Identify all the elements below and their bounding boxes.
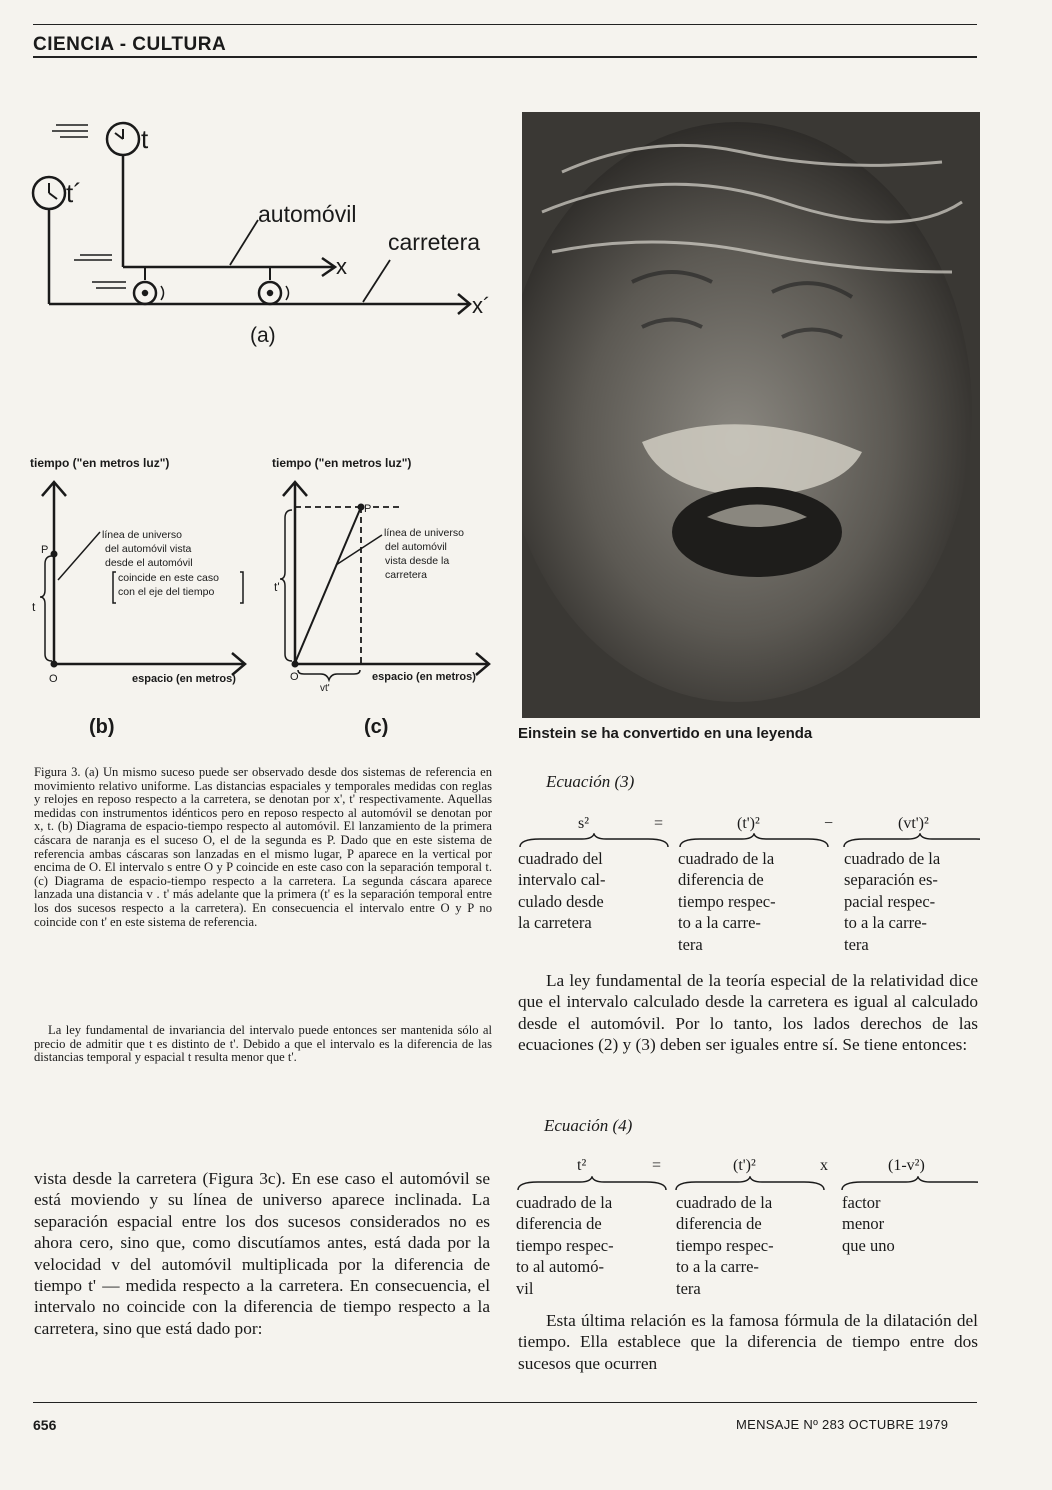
- fig-c-time-axis-label: tiempo ("en metros luz"): [272, 456, 412, 470]
- fig-a-road-label: carretera: [388, 229, 481, 255]
- eq3-term-3: (vt')²: [898, 815, 929, 832]
- fig-c-space-axis-label: espacio (en metros): [372, 671, 476, 683]
- eq3-term-2: (t')²: [737, 815, 760, 832]
- fig-c-annotation-line-1: línea de universo: [384, 527, 464, 539]
- left-column-text: vista desde la carretera (Figura 3c). En ese caso el automóvil se está moviendo y su línea de universo aparece inclinada. La separación espacial entre los dos sucesos considerados no es ahora cero, sino que, como discutíamos antes, está dada por la velocidad v del automóvil multiplicada por la diferencia de tiempo t' — medida respecto a la carretera. En consecuencia, el intervalo no coincide con la diferencia de tiempo respecto a la carretera, sino que está dado por:: [34, 1169, 490, 1338]
- right-column-text-2: Esta última relación es la famosa fórmula de la dilatación del tiempo. Ella establece que la diferencia de tiempo entre dos sucesos que ocurren: [518, 1311, 978, 1373]
- eq3-c1-line-2: intervalo cal-: [518, 870, 606, 890]
- eq3-c3-line-3: pacial respec-: [844, 891, 936, 911]
- fig-a-panel-label: (a): [250, 324, 276, 347]
- eq3-c1-line-4: la carretera: [518, 913, 592, 933]
- eq4-operator-1: =: [652, 1157, 662, 1174]
- fig-b-annotation-line-1: línea de universo: [102, 529, 182, 541]
- fig-a-t-label: t: [141, 124, 149, 154]
- eq4-term-3: (1-v²): [888, 1157, 925, 1174]
- fig-b-space-axis-label: espacio (en metros): [132, 673, 236, 685]
- eq3-c2-line-5: tera: [678, 934, 703, 954]
- figure-a-diagram: [30, 110, 500, 350]
- figure-b-diagram: [26, 450, 266, 740]
- fig-b-annotation-line-4: coincide en este caso: [118, 572, 219, 584]
- fig-c-annotation-line-2: del automóvil: [385, 541, 447, 553]
- eq4-description-2: [676, 1192, 816, 1299]
- photo-caption: Einstein se ha convertido en una leyenda: [518, 725, 813, 742]
- section-title: CIENCIA - CULTURA: [33, 34, 227, 55]
- fig-b-origin: O: [49, 673, 58, 685]
- eq4-c3-line-1: factor: [842, 1193, 881, 1212]
- fig-c-vt-label: vt': [320, 683, 330, 694]
- fig-b-t-label: t: [32, 600, 36, 614]
- eq4-operator-2: x: [820, 1157, 828, 1174]
- eq3-operator-2: −: [824, 815, 834, 832]
- eq3-term-1: s²: [578, 815, 590, 832]
- eq4-c2-line-1: cuadrado de la: [676, 1193, 773, 1212]
- fig-b-annotation-line-3: desde el automóvil: [105, 557, 193, 569]
- eq4-term-2: (t')²: [733, 1157, 756, 1174]
- eq3-description-1: [518, 848, 653, 934]
- eq4-c2-line-4: to a la carre-: [676, 1257, 759, 1277]
- eq3-c1-line-1: cuadrado del: [518, 849, 603, 868]
- fig-a-car-label: automóvil: [258, 201, 357, 227]
- eq3-description-3: [844, 848, 984, 955]
- eq3-operator-1: =: [654, 815, 664, 832]
- eq4-c1-line-2: diferencia de: [516, 1214, 602, 1234]
- eq3-c2-line-2: diferencia de: [678, 870, 764, 890]
- eq3-c3-line-5: tera: [844, 934, 869, 954]
- page-number: 656: [33, 1417, 57, 1433]
- eq3-c3-line-1: cuadrado de la: [844, 849, 941, 868]
- eq4-c3-line-3: que uno: [842, 1235, 895, 1255]
- figure-note: La ley fundamental de invariancia del intervalo puede entonces ser mantenida sólo al precio de admitir que t es distinto de t'. Debido a que el intervalo es la diferencia de las distancias temporal y espacial t resulta menor que t'.: [34, 1023, 492, 1065]
- fig-c-origin: O: [290, 671, 299, 683]
- eq4-c1-line-3: tiempo respec-: [516, 1235, 614, 1255]
- eq3-description-2: [678, 848, 818, 955]
- eq4-c2-line-2: diferencia de: [676, 1214, 762, 1234]
- fig-b-annotation-line-2: del automóvil vista: [105, 543, 192, 555]
- fig-c-t-label: t': [274, 580, 280, 594]
- fig-a-tprime-label: t´: [66, 178, 82, 208]
- fig-c-annotation-line-4: carretera: [385, 569, 428, 581]
- figure-c-diagram: [268, 450, 508, 740]
- equation-3-label: Ecuación (3): [546, 772, 635, 791]
- eq3-c3-line-4: to a la carre-: [844, 913, 927, 933]
- equation-4-label: Ecuación (4): [544, 1116, 633, 1135]
- eq3-c2-line-1: cuadrado de la: [678, 849, 775, 868]
- fig-b-time-axis-label: tiempo ("en metros luz"): [30, 456, 170, 470]
- fig-b-annotation-line-5: con el eje del tiempo: [118, 586, 215, 598]
- fig-c-annotation-line-3: vista desde la: [385, 555, 450, 567]
- fig-b-point-p: P: [41, 544, 49, 556]
- eq3-c2-line-4: to a la carre-: [678, 913, 761, 933]
- fig-a-xprime-label: x´: [472, 293, 491, 318]
- eq4-c3-line-2: menor: [842, 1214, 885, 1234]
- eq4-term-1: t²: [577, 1157, 587, 1174]
- fig-b-panel-label: (b): [89, 716, 115, 738]
- issue-info: MENSAJE Nº 283 OCTUBRE 1979: [736, 1417, 949, 1432]
- eq4-c2-line-5: tera: [676, 1278, 701, 1298]
- figure-caption: Figura 3. (a) Un mismo suceso puede ser observado desde dos sistemas de referencia en movimiento relativo uniforme. Las distancias espaciales y temporales medidas con reglas y relojes en reposo respecto a la carretera, se denotan por x', t' respectivamente. Aquellas medidas con instrumentos idénticos pero en reposo respecto al automóvil se denotan por x, t. (b) Diagrama de espacio-tiempo respecto al automóvil. El lanzamiento de la primera cáscara de naranja es el suceso O, el de la segunda es P. Dado que en este sistema de referencia ambas cáscaras son lanzadas en el mismo lugar, P aparece en la vertical por encima de O. El intervalo s entre O y P coincide en este caso con la separación temporal t. (c) Diagrama de espacio-tiempo respecto a la carretera. La segunda cáscara aparece lanzada una distancia v . t' más adelante que la primera (t' es la separación temporal entre los dos sucesos respecto a la carretera). En consecuencia el intervalo entre O y P no coincide con t' en este sistema de referencia.: [34, 765, 492, 929]
- fig-c-panel-label: (c): [364, 716, 389, 738]
- eq4-description-1: [516, 1192, 656, 1299]
- einstein-photo: [522, 112, 980, 718]
- eq4-description-3: [842, 1192, 972, 1256]
- fig-a-x-label: x: [336, 254, 347, 279]
- eq4-c1-line-4: to al automó-: [516, 1257, 604, 1277]
- eq4-c2-line-3: tiempo respec-: [676, 1235, 774, 1255]
- eq4-c1-line-1: cuadrado de la: [516, 1193, 613, 1212]
- right-column-text-1: La ley fundamental de la teoría especial de la relatividad dice que el intervalo calculado desde la carretera es igual al calculado desde el automóvil. Por lo tanto, los lados derechos de las ecuaciones (2) y (3) deben ser iguales entre sí. Se tiene entonces:: [518, 971, 978, 1055]
- fig-c-point-p: P: [364, 503, 372, 515]
- eq3-c3-line-2: separación es-: [844, 870, 938, 890]
- eq4-c1-line-5: vil: [516, 1278, 534, 1298]
- eq3-c1-line-3: culado desde: [518, 891, 604, 911]
- eq3-c2-line-3: tiempo respec-: [678, 891, 776, 911]
